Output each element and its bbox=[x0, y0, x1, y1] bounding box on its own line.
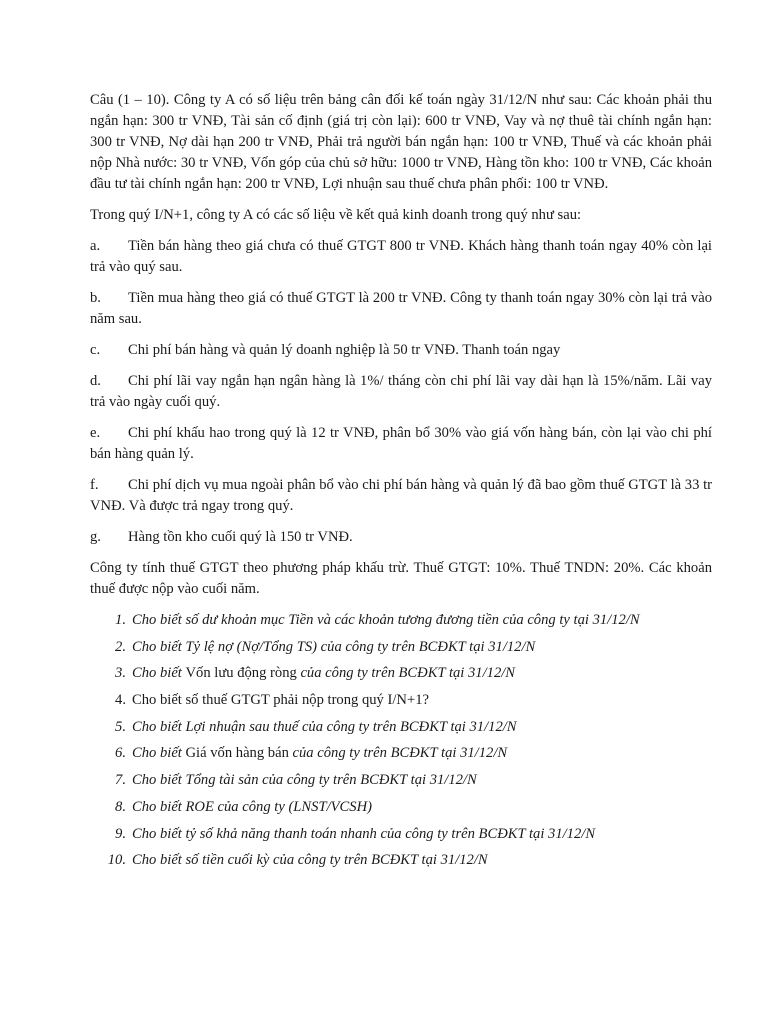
question-number: 4. bbox=[115, 692, 126, 709]
question-item bbox=[90, 717, 712, 744]
question-text-part: của công ty trên BCĐKT tại 31/12/N bbox=[288, 745, 508, 762]
item-letter: c. bbox=[90, 342, 101, 358]
item-text: Chi phí dịch vụ mua ngoài phân bổ vào chi phí bán hàng và quản lý đã bao gồm thuế GTGT là 33 tr VNĐ. Và được trả ngay trong quý. bbox=[90, 477, 712, 514]
question-number: 3. bbox=[115, 665, 126, 682]
list-item bbox=[90, 475, 712, 517]
item-text: Tiền mua hàng theo giá có thuế GTGT là 200 tr VNĐ. Công ty thanh toán ngay 30% còn lại trả vào năm sau. bbox=[90, 290, 712, 327]
question-item bbox=[90, 850, 712, 877]
list-item bbox=[90, 288, 712, 330]
item-letter: a. bbox=[90, 238, 101, 254]
question-text bbox=[132, 663, 515, 684]
question-item bbox=[90, 824, 712, 851]
item-text: Hàng tồn kho cuối quý là 150 tr VNĐ. bbox=[128, 529, 353, 545]
list-item bbox=[90, 423, 712, 465]
list-item bbox=[90, 371, 712, 413]
question-number: 2. bbox=[115, 638, 126, 655]
question-number: 1. bbox=[115, 612, 126, 628]
question-text-part: của công ty trên BCĐKT tại 31/12/N bbox=[296, 665, 516, 682]
question-text: Cho biết tỷ số khả năng thanh toán nhanh của công ty trên BCĐKT tại 31/12/N bbox=[132, 825, 596, 842]
item-text: Tiền bán hàng theo giá chưa có thuế GTGT 800 tr VNĐ. Khách hàng thanh toán ngay 40% còn lại trả vào quý sau. bbox=[90, 238, 712, 275]
question-item bbox=[90, 690, 712, 717]
document-page bbox=[90, 90, 712, 877]
question-number: 6. bbox=[115, 745, 126, 762]
tax-note: Công ty tính thuế GTGT theo phương pháp khấu trừ. Thuế GTGT: 10%. Thuế TNDN: 20%. Các khoản thuế được nộp vào cuối năm. bbox=[90, 560, 712, 597]
question-item bbox=[90, 610, 712, 637]
question-text: Cho biết số thuế GTGT phải nộp trong quý I/N+1? bbox=[132, 692, 429, 709]
list-item bbox=[90, 236, 712, 278]
item-text: Chi phí lãi vay ngắn hạn ngân hàng là 1%/ tháng còn chi phí lãi vay dài hạn là 15%/năm. Lãi vay trả vào ngày cuối quý. bbox=[90, 373, 712, 410]
question-number: 5. bbox=[115, 718, 126, 735]
problem-intro: Câu (1 – 10). Công ty A có số liệu trên bảng cân đối kế toán ngày 31/12/N như sau: Các khoản phải thu ngắn hạn: 300 tr VNĐ, Tài sản cố định (giá trị còn lại): 600 tr VNĐ, Vay và nợ thuê tài chính ngắn hạn: 300 tr VNĐ, Nợ dài hạn 200 tr VNĐ, Phải trả người bán ngắn hạn: 100 tr VNĐ, Thuế và các khoản phải nộp Nhà nước: 30 tr VNĐ, Vốn góp của chủ sở hữu: 1000 tr VNĐ, Hàng tồn kho: 100 tr VNĐ, Các khoản đầu tư tài chính ngắn hạn: 200 tr VNĐ, Lợi nhuận sau thuế chưa phân phối: 100 tr VNĐ. bbox=[90, 92, 712, 192]
item-text: Chi phí bán hàng và quản lý doanh nghiệp là 50 tr VNĐ. Thanh toán ngay bbox=[128, 342, 561, 358]
question-item bbox=[90, 770, 712, 797]
question-number: 10. bbox=[107, 852, 126, 869]
question-number: 7. bbox=[115, 772, 126, 789]
question-text bbox=[132, 743, 507, 764]
item-text: Chi phí khấu hao trong quý là 12 tr VNĐ, phân bổ 30% vào giá vốn hàng bán, còn lại vào chi phí bán hàng quản lý. bbox=[90, 425, 712, 462]
item-letter: b. bbox=[90, 290, 101, 306]
item-letter: g. bbox=[90, 529, 101, 545]
item-letter: e. bbox=[90, 425, 101, 441]
list-item bbox=[90, 527, 712, 548]
quarter-intro: Trong quý I/N+1, công ty A có các số liệu về kết quả kinh doanh trong quý như sau: bbox=[90, 207, 582, 223]
question-text: Cho biết số tiền cuối kỳ của công ty trên BCĐKT tại 31/12/N bbox=[132, 852, 488, 869]
question-text-part: Cho biết bbox=[132, 745, 186, 762]
item-letter: d. bbox=[90, 373, 101, 389]
question-item bbox=[90, 797, 712, 824]
question-number: 8. bbox=[115, 798, 126, 815]
question-item bbox=[90, 637, 712, 664]
question-text: Cho biết Lợi nhuận sau thuế của công ty trên BCĐKT tại 31/12/N bbox=[132, 718, 517, 735]
question-number: 9. bbox=[115, 825, 126, 842]
question-item bbox=[90, 663, 712, 690]
question-text: Cho biết Tỷ lệ nợ (Nợ/Tổng TS) của công ty trên BCĐKT tại 31/12/N bbox=[132, 638, 536, 655]
question-text: Cho biết Tổng tài sản của công ty trên BCĐKT tại 31/12/N bbox=[132, 772, 477, 789]
question-item bbox=[90, 743, 712, 770]
question-text-emphasis: Vốn lưu động ròng bbox=[185, 665, 297, 682]
item-letter: f. bbox=[90, 477, 99, 493]
question-text-part: Cho biết bbox=[132, 665, 186, 682]
question-text: Cho biết số dư khoản mục Tiền và các khoản tương đương tiền của công ty tại 31/12/N bbox=[132, 612, 640, 628]
list-item bbox=[90, 340, 712, 361]
question-text: Cho biết ROE của công ty (LNST/VCSH) bbox=[132, 798, 372, 815]
question-text-emphasis: Giá vốn hàng bán bbox=[185, 745, 289, 762]
question-list bbox=[90, 610, 712, 877]
